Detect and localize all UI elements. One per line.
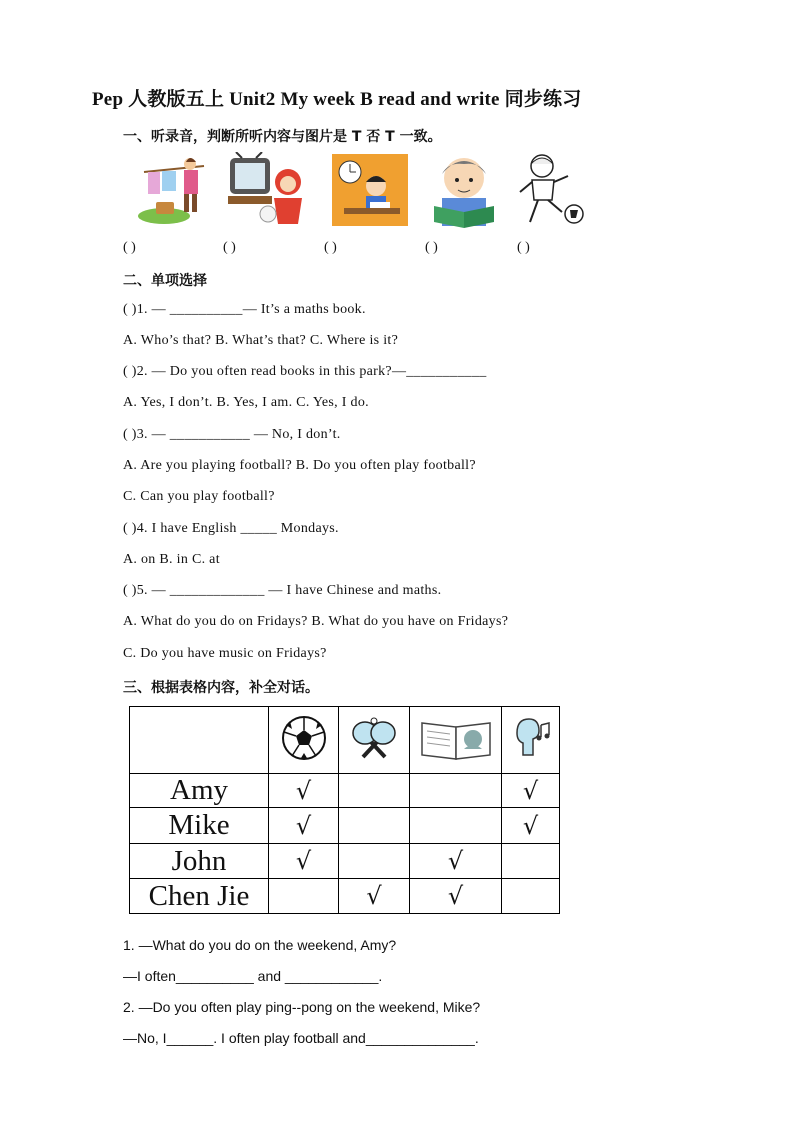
answer-paren-5[interactable]: ( ) xyxy=(517,240,530,255)
row-name-chen-jie: Chen Jie xyxy=(130,879,269,914)
question-line: ( )2. — Do you often read books in this park?—___________ xyxy=(123,364,487,379)
reading-book-icon xyxy=(424,152,504,228)
ping-pong-icon xyxy=(339,707,410,774)
check-chenjie-music xyxy=(502,879,560,914)
check-john-football: √ xyxy=(269,844,339,879)
section2-heading: 二、单项选择 xyxy=(123,273,207,289)
check-amy-reading xyxy=(410,774,502,808)
football-icon xyxy=(269,707,339,774)
reading-book-icon xyxy=(410,707,502,774)
answer-paren-3[interactable]: ( ) xyxy=(324,240,337,255)
question-line: ( )4. I have English _____ Mondays. xyxy=(123,521,339,536)
option-line: A. on B. in C. at xyxy=(123,552,220,567)
watching-tv-icon xyxy=(228,152,308,228)
option-line: A. Yes, I don’t. B. Yes, I am. C. Yes, I do. xyxy=(123,395,369,410)
check-chenjie-pingpong: √ xyxy=(339,879,410,914)
check-mike-reading xyxy=(410,808,502,844)
check-john-reading: √ xyxy=(410,844,502,879)
doing-homework-icon xyxy=(330,152,410,228)
dialogue-answer: —No, I______. I often play football and______________. xyxy=(123,1030,479,1046)
row-name-john: John xyxy=(130,844,269,879)
check-chenjie-football xyxy=(269,879,339,914)
check-chenjie-reading: √ xyxy=(410,879,502,914)
answer-paren-1[interactable]: ( ) xyxy=(123,240,136,255)
check-amy-football: √ xyxy=(269,774,339,808)
check-amy-music: √ xyxy=(502,774,560,808)
section1-heading: 一、听录音，判断所听内容与图片是 T 否 T 一致。 xyxy=(123,129,442,145)
check-john-pingpong xyxy=(339,844,410,879)
row-name-mike: Mike xyxy=(130,808,269,844)
answer-paren-2[interactable]: ( ) xyxy=(223,240,236,255)
table-corner xyxy=(130,707,269,774)
section3-heading: 三、根据表格内容，补全对话。 xyxy=(123,680,319,696)
answer-paren-4[interactable]: ( ) xyxy=(425,240,438,255)
dialogue-answer: —I often__________ and ____________. xyxy=(123,968,383,984)
page-title: Pep 人教版五上 Unit2 My week B read and write 同步练习 xyxy=(92,89,582,110)
option-line: A. What do you do on Fridays? B. What do you have on Fridays? xyxy=(123,614,509,629)
question-line: ( )1. — __________— It’s a maths book. xyxy=(123,302,366,317)
check-mike-football: √ xyxy=(269,808,339,844)
option-line: A. Are you playing football? B. Do you often play football? xyxy=(123,458,476,473)
dialogue-question: 1. —What do you do on the weekend, Amy? xyxy=(123,937,397,953)
playing-football-icon xyxy=(512,152,592,228)
washing-clothes-icon xyxy=(134,152,214,228)
question-line: ( )5. — _____________ — I have Chinese and maths. xyxy=(123,583,442,598)
question-line: ( )3. — ___________ — No, I don’t. xyxy=(123,427,341,442)
option-line: C. Can you play football? xyxy=(123,489,275,504)
check-mike-pingpong xyxy=(339,808,410,844)
check-mike-music: √ xyxy=(502,808,560,844)
check-amy-pingpong xyxy=(339,774,410,808)
row-name-amy: Amy xyxy=(130,774,269,808)
activity-table xyxy=(129,706,560,914)
music-icon xyxy=(502,707,560,774)
check-john-music xyxy=(502,844,560,879)
option-line: A. Who’s that? B. What’s that? C. Where is it? xyxy=(123,333,399,348)
option-line: C. Do you have music on Fridays? xyxy=(123,646,327,661)
dialogue-question: 2. —Do you often play ping--pong on the weekend, Mike? xyxy=(123,999,481,1015)
